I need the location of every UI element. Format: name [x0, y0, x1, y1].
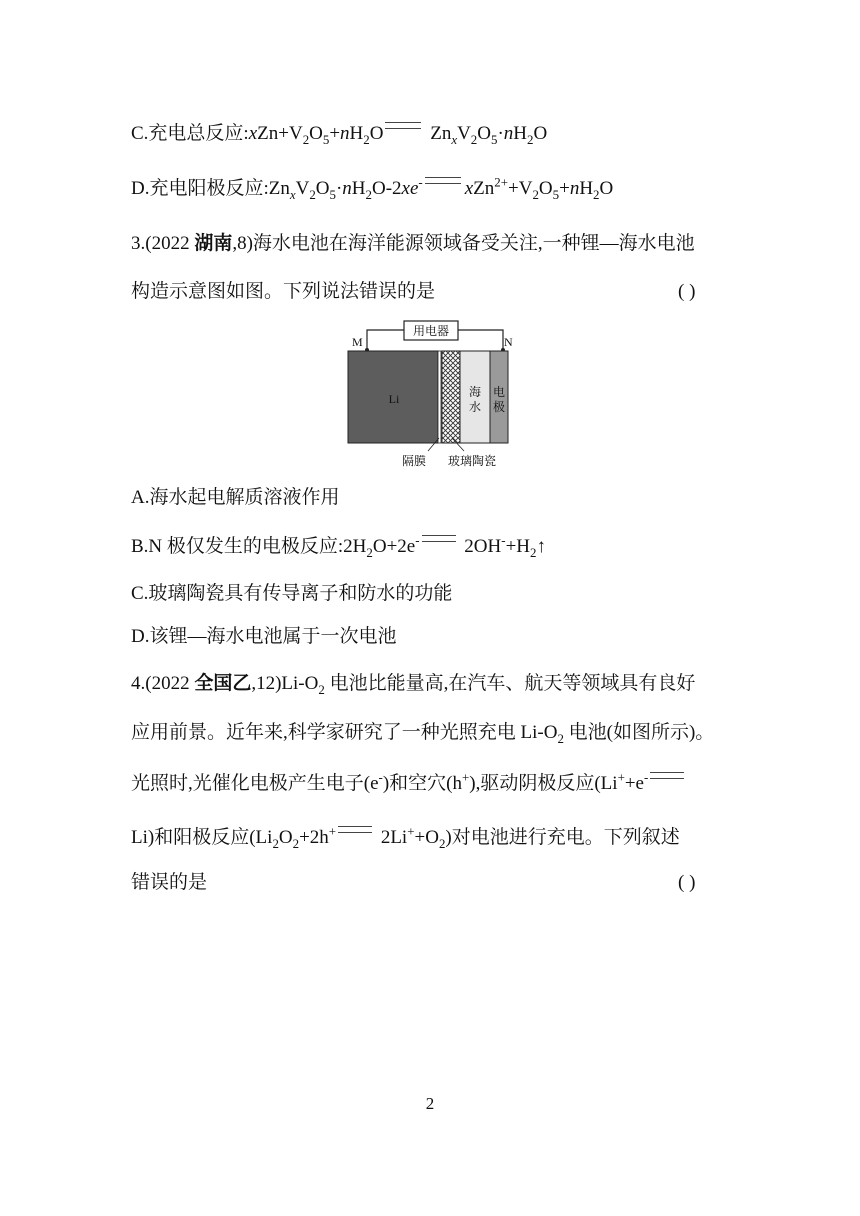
q3-stem-text2: 构造示意图如图。下列说法错误的是 [131, 281, 436, 302]
q3-option-d[interactable] [131, 624, 396, 650]
label-electrode-1: 电 [492, 385, 506, 399]
q2-c-rhs-n: n [503, 123, 514, 144]
q2-d-o-end: O [599, 178, 614, 199]
q3-b-sub: 2 [366, 544, 373, 560]
equals-sign [338, 826, 372, 833]
q2-c-rhs-o: O [477, 123, 491, 144]
q2-d-xe: xe [401, 178, 419, 199]
q4-sup3: + [617, 769, 625, 785]
page-number: 2 [425, 1094, 435, 1113]
q4-stem-line2 [131, 720, 714, 746]
external-wire-right [458, 330, 503, 350]
q2-d-prefix: D.充电阳极反应:Zn [131, 178, 290, 199]
q4-sub4: 2 [292, 835, 300, 851]
label-n: N [504, 335, 513, 349]
q4-text-o: 错误的是 [131, 872, 208, 893]
q4-text-e: 光照时,光催化电极产生电子(e [131, 773, 379, 794]
q2-c-zn: Zn+V [257, 123, 303, 144]
q4-text-f: )和空穴(h [382, 773, 462, 794]
q4-sup: - [378, 769, 383, 785]
q2-d-rhs-zn: Zn [473, 178, 495, 199]
q4-text-a: ,12)Li-O [251, 673, 319, 694]
label-ceramic: 玻璃陶瓷 [447, 454, 497, 468]
q4-sub2: 2 [557, 730, 564, 746]
q2-d-e-sup: - [418, 174, 423, 190]
q2-d-o-minus: O-2 [371, 178, 402, 199]
label-seawater-1: 海 [468, 385, 482, 399]
q2-d-n: n [342, 178, 352, 199]
q4-sup6: + [407, 823, 415, 839]
q3-source: 湖南 [194, 233, 233, 254]
lithium-seawater-battery-diagram [338, 318, 520, 470]
q4-stem-line3 [131, 771, 688, 797]
q3-option-b[interactable] [131, 534, 546, 560]
answer-blank[interactable]: ( ) [678, 872, 696, 893]
equals-sign [650, 772, 684, 779]
q4-text-h: +e [624, 773, 644, 794]
q2-d-o: O [315, 178, 330, 199]
answer-blank[interactable]: ( ) [678, 281, 696, 302]
q2-d-sub3: 2 [532, 186, 539, 202]
q4-stem-line1 [131, 671, 695, 697]
q4-text-c: 应用前景。近年来,科学家研究了一种光照充电 Li-O [131, 722, 558, 743]
q2-c-o: O [309, 123, 323, 144]
q2-option-d [131, 176, 613, 202]
equals-sign [422, 535, 456, 542]
q2-c-n: n [340, 123, 350, 144]
q2-c-x: x [248, 123, 258, 144]
label-m: M [352, 335, 363, 349]
q3-b-o: O+2e [372, 536, 416, 557]
q4-text-d: 电池(如图所示)。 [563, 722, 715, 743]
q2-d-h2: H [579, 178, 594, 199]
q2-d-zn-sup: 2+ [494, 174, 509, 190]
q2-d-sub6: 2 [593, 186, 600, 202]
q2-d-plus-v: +V [508, 178, 533, 199]
equals-sign [425, 177, 461, 184]
q3-option-d-text: D.该锂—海水电池属于一次电池 [131, 626, 397, 647]
q2-d-n2: n [569, 178, 580, 199]
q2-c-rhs-h: H [513, 123, 527, 144]
q4-text-b: 电池比能量高,在汽车、航天等领域具有良好 [324, 673, 696, 694]
q2-d-h: H [351, 178, 366, 199]
label-electrode-2: 极 [492, 400, 506, 414]
q3-option-a[interactable] [131, 485, 339, 511]
q2-d-o2: O [538, 178, 553, 199]
q4-text-j: O [278, 827, 293, 848]
q3-number: 3.(2022 [131, 233, 195, 254]
q2-c-rhs-v: V [457, 123, 471, 144]
q3-option-a-text: A.海水起电解质溶液作用 [131, 487, 340, 508]
q2-d-sub5: 5 [329, 186, 336, 202]
q4-text-n: )对电池进行充电。下列叙述 [445, 827, 680, 848]
q4-stem-line5 [131, 870, 207, 896]
q4-source: 全国乙 [194, 673, 252, 694]
q2-d-x: x [289, 186, 296, 202]
label-membrane: 隔膜 [401, 454, 427, 468]
q3-stem-line1 [131, 231, 695, 257]
q2-c-sub5: 5 [322, 131, 330, 147]
q4-text-m: +O [414, 827, 439, 848]
q4-sup4: - [644, 769, 649, 785]
q2-c-sub2: 2 [363, 131, 370, 147]
q2-c-rhs-x: x [451, 131, 458, 147]
membrane-layer [438, 351, 441, 443]
q2-c-sub6: 2 [527, 131, 534, 147]
q3-option-c[interactable] [131, 581, 452, 607]
glass-ceramic-layer [442, 351, 460, 443]
q2-c-prefix: C.充电总反应: [131, 123, 249, 144]
q3-b-prefix: B.N 极仅发生的电极反应:2H [131, 536, 367, 557]
q3-stem-text: ,8)海水电池在海洋能源领域备受关注,一种锂—海水电池 [232, 233, 695, 254]
q4-sub5: 2 [438, 835, 446, 851]
q4-sub3: 2 [272, 835, 279, 851]
q4-text-i: Li)和阳极反应(Li [131, 827, 273, 848]
q4-sub: 2 [318, 681, 325, 697]
q2-d-rhs-x: x [464, 178, 474, 199]
q2-d-plus: + [559, 178, 570, 199]
label-seawater-2: 水 [468, 400, 482, 414]
q2-c-o-end: O [369, 123, 384, 144]
equals-sign [385, 122, 421, 129]
q2-d-sub: 2 [309, 186, 316, 202]
q2-d-sub4: 5 [552, 186, 560, 202]
q3-b-plus-h: +H [505, 536, 530, 557]
q2-c-sub: 2 [302, 131, 310, 147]
q2-c-dot: · [497, 123, 504, 144]
q4-stem-line4 [131, 825, 680, 851]
q3-b-sup: - [415, 532, 420, 548]
q2-c-sub4: 5 [490, 131, 498, 147]
q4-number: 4.(2022 [131, 673, 195, 694]
external-wire [367, 330, 404, 350]
q4-text-l: 2Li [376, 827, 408, 848]
label-li: Li [388, 392, 400, 406]
q2-c-rhs-o2: O [533, 123, 548, 144]
q4-sup5: + [328, 823, 337, 839]
q3-stem-line2 [131, 279, 435, 305]
q3-b-rhs-sup: - [501, 532, 506, 548]
q2-c-rhs-zn: Zn [425, 123, 452, 144]
q2-option-c: C.充电总反应$:xZn+V_2O_5+nH_2O$ $Zn_xV_2O_5\cdot nH_2O$ [131, 123, 548, 147]
q3-b-sub2: 2 [530, 544, 537, 560]
q3-option-c-text: C.玻璃陶瓷具有传导离子和防水的功能 [131, 583, 453, 604]
q4-text-k: +2h [299, 827, 329, 848]
up-arrow-icon: ↑ [536, 536, 546, 557]
q2-c-h: H [349, 123, 364, 144]
q2-d-sub2: 2 [365, 186, 372, 202]
q3-b-rhs: 2OH [459, 536, 502, 557]
q4-sup2: + [461, 769, 470, 785]
q2-d-dot: · [335, 178, 343, 199]
q4-text-g: ),驱动阴极反应(Li [469, 773, 618, 794]
q2-c-sub3: 2 [470, 131, 478, 147]
device-label: 用电器 [412, 324, 450, 338]
q2-d-v: V [295, 178, 310, 199]
